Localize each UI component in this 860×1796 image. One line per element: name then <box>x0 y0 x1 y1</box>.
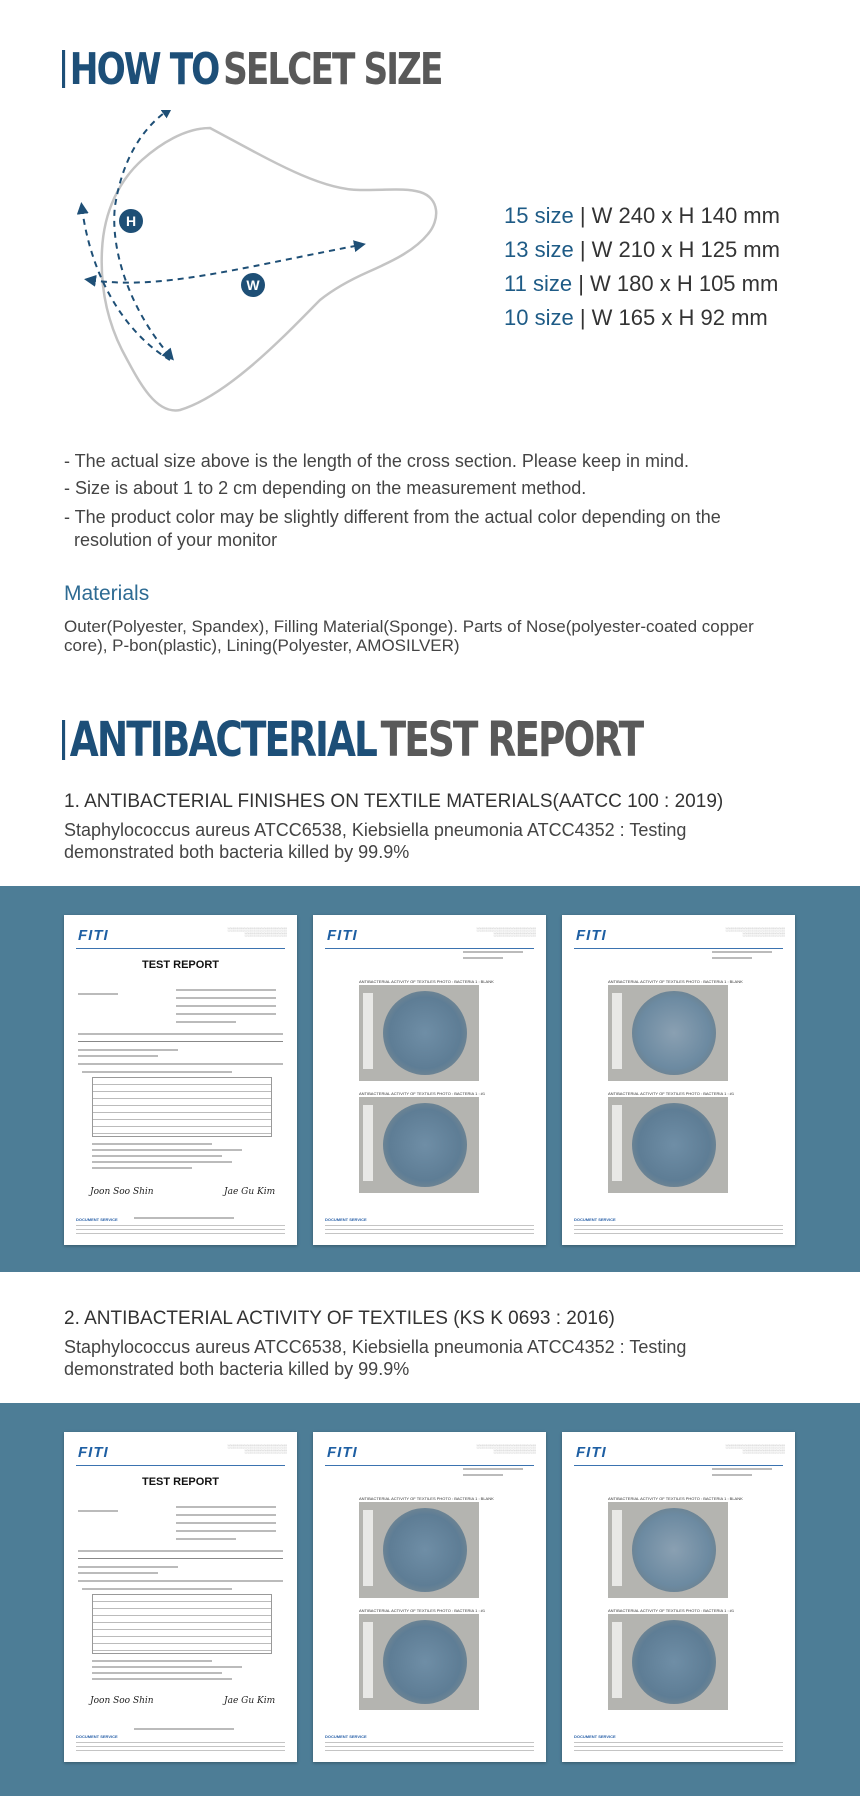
report-band <box>0 886 860 1272</box>
petri-dish-photo <box>608 1614 728 1710</box>
report-page-2 <box>313 1432 546 1762</box>
photo-caption: ANTIBACTERIAL ACTIVITY OF TEXTILES PHOTO : BACTERIA 1 : BLANK <box>608 1496 743 1501</box>
size-row: 11 size | W 180 x H 105 mm <box>504 271 779 296</box>
petri-dish-photo <box>359 1614 479 1710</box>
title-part-a: ANTIBACTERIAL <box>69 712 376 768</box>
document-footer: DOCUMENT SERVICE <box>76 1740 285 1756</box>
results-table <box>92 1594 272 1654</box>
signature-right: Jae Gu Kim <box>224 1696 276 1706</box>
photo-caption: ANTIBACTERIAL ACTIVITY OF TEXTILES PHOTO : BACTERIA 1 : BLANK <box>608 979 743 984</box>
report-band <box>0 1403 860 1796</box>
lab-address: ░░░░░░░░░░░░░░░░░░░░░ ░░░░░░░░░░░░░░░ <box>227 1444 287 1454</box>
size-row: 13 size | W 210 x H 125 mm <box>504 237 780 262</box>
signature-left: Joon Soo Shin <box>90 1187 154 1197</box>
report-page-3 <box>562 1432 795 1762</box>
size-row: 15 size | W 240 x H 140 mm <box>504 203 780 228</box>
width-arrow-horizontal <box>90 245 360 283</box>
petri-dish-photo <box>359 985 479 1081</box>
report-page-3 <box>562 915 795 1245</box>
document-footer: DOCUMENT SERVICE <box>325 1740 534 1756</box>
test-heading: 1. ANTIBACTERIAL FINISHES ON TEXTILE MATERIALS(AATCC 100 : 2019) <box>64 791 724 812</box>
results-table <box>92 1077 272 1137</box>
lab-address: ░░░░░░░░░░░░░░░░░░░░░ ░░░░░░░░░░░░░░░ <box>476 1444 536 1454</box>
title-accent-bar <box>62 720 65 760</box>
test-description: Staphylococcus aureus ATCC6538, Kiebsiella pneumonia ATCC4352 : Testing demonstrated both bacteria killed by 99.9% <box>64 1337 687 1379</box>
height-arrow <box>114 110 170 356</box>
document-footer: DOCUMENT SERVICE <box>325 1223 534 1239</box>
mask-outline <box>102 128 436 410</box>
lab-address: ░░░░░░░░░░░░░░░░░░░░░ ░░░░░░░░░░░░░░░ <box>227 927 287 937</box>
fiti-logo: FITI <box>576 927 607 944</box>
materials-title: Materials <box>64 582 150 605</box>
title-part-b: SELCET SIZE <box>223 44 442 95</box>
materials-text: Outer(Polyester, Spandex), Filling Material(Sponge). Parts of Nose(polyester-coated copper core), P-bon(plastic), Lining(Polyester, AMOSILVER) <box>64 617 754 655</box>
photo-caption: ANTIBACTERIAL ACTIVITY OF TEXTILES PHOTO : BACTERIA 1 : #1 <box>359 1091 486 1096</box>
lab-address: ░░░░░░░░░░░░░░░░░░░░░ ░░░░░░░░░░░░░░░ <box>725 1444 785 1454</box>
fiti-logo: FITI <box>78 1444 109 1461</box>
test-heading: 2. ANTIBACTERIAL ACTIVITY OF TEXTILES (KS K 0693 : 2016) <box>64 1308 615 1329</box>
photo-caption: ANTIBACTERIAL ACTIVITY OF TEXTILES PHOTO : BACTERIA 1 : #1 <box>608 1608 735 1613</box>
lab-address: ░░░░░░░░░░░░░░░░░░░░░ ░░░░░░░░░░░░░░░ <box>725 927 785 937</box>
document-footer: DOCUMENT SERVICE <box>76 1223 285 1239</box>
size-note: resolution of your monitor <box>74 530 278 550</box>
size-note: - Size is about 1 to 2 cm depending on the measurement method. <box>64 478 587 498</box>
report-page-2 <box>313 915 546 1245</box>
petri-dish-photo <box>359 1502 479 1598</box>
fiti-logo: FITI <box>78 927 109 944</box>
photo-caption: ANTIBACTERIAL ACTIVITY OF TEXTILES PHOTO : BACTERIA 1 : BLANK <box>359 979 494 984</box>
petri-dish-photo <box>608 985 728 1081</box>
photo-caption: ANTIBACTERIAL ACTIVITY OF TEXTILES PHOTO : BACTERIA 1 : #1 <box>359 1608 486 1613</box>
photo-caption: ANTIBACTERIAL ACTIVITY OF TEXTILES PHOTO : BACTERIA 1 : BLANK <box>359 1496 494 1501</box>
petri-dish-photo <box>359 1097 479 1193</box>
fiti-logo: FITI <box>327 1444 358 1461</box>
test-description: Staphylococcus aureus ATCC6538, Kiebsiella pneumonia ATCC4352 : Testing demonstrated both bacteria killed by 99.9% <box>64 820 687 862</box>
title-accent-bar <box>62 50 65 88</box>
report-title: TEST REPORT <box>141 1476 219 1488</box>
lab-address: ░░░░░░░░░░░░░░░░░░░░░ ░░░░░░░░░░░░░░░ <box>476 927 536 937</box>
size-note: - The product color may be slightly different from the actual color depending on the <box>64 507 721 527</box>
fiti-logo: FITI <box>576 1444 607 1461</box>
report-page-1 <box>64 1432 297 1762</box>
photo-caption: ANTIBACTERIAL ACTIVITY OF TEXTILES PHOTO : BACTERIA 1 : #1 <box>608 1091 735 1096</box>
petri-dish-photo <box>608 1502 728 1598</box>
title-part-b: TEST REPORT <box>380 712 643 768</box>
antibacterial-title <box>62 712 642 768</box>
h-label: H <box>125 213 137 229</box>
mask-size-diagram <box>60 110 460 420</box>
size-row: 10 size | W 165 x H 92 mm <box>504 305 768 330</box>
size-note: - The actual size above is the length of the cross section. Please keep in mind. <box>64 451 690 471</box>
fiti-logo: FITI <box>327 927 358 944</box>
w-label: W <box>246 277 260 293</box>
signature-left: Joon Soo Shin <box>90 1696 154 1706</box>
document-footer: DOCUMENT SERVICE <box>574 1740 783 1756</box>
petri-dish-photo <box>608 1097 728 1193</box>
report-page-1 <box>64 915 297 1245</box>
signature-right: Jae Gu Kim <box>224 1187 276 1197</box>
title-part-a: HOW TO <box>69 44 219 95</box>
report-title: TEST REPORT <box>141 959 219 971</box>
document-footer: DOCUMENT SERVICE <box>574 1223 783 1239</box>
how-to-select-size-title <box>62 44 441 96</box>
